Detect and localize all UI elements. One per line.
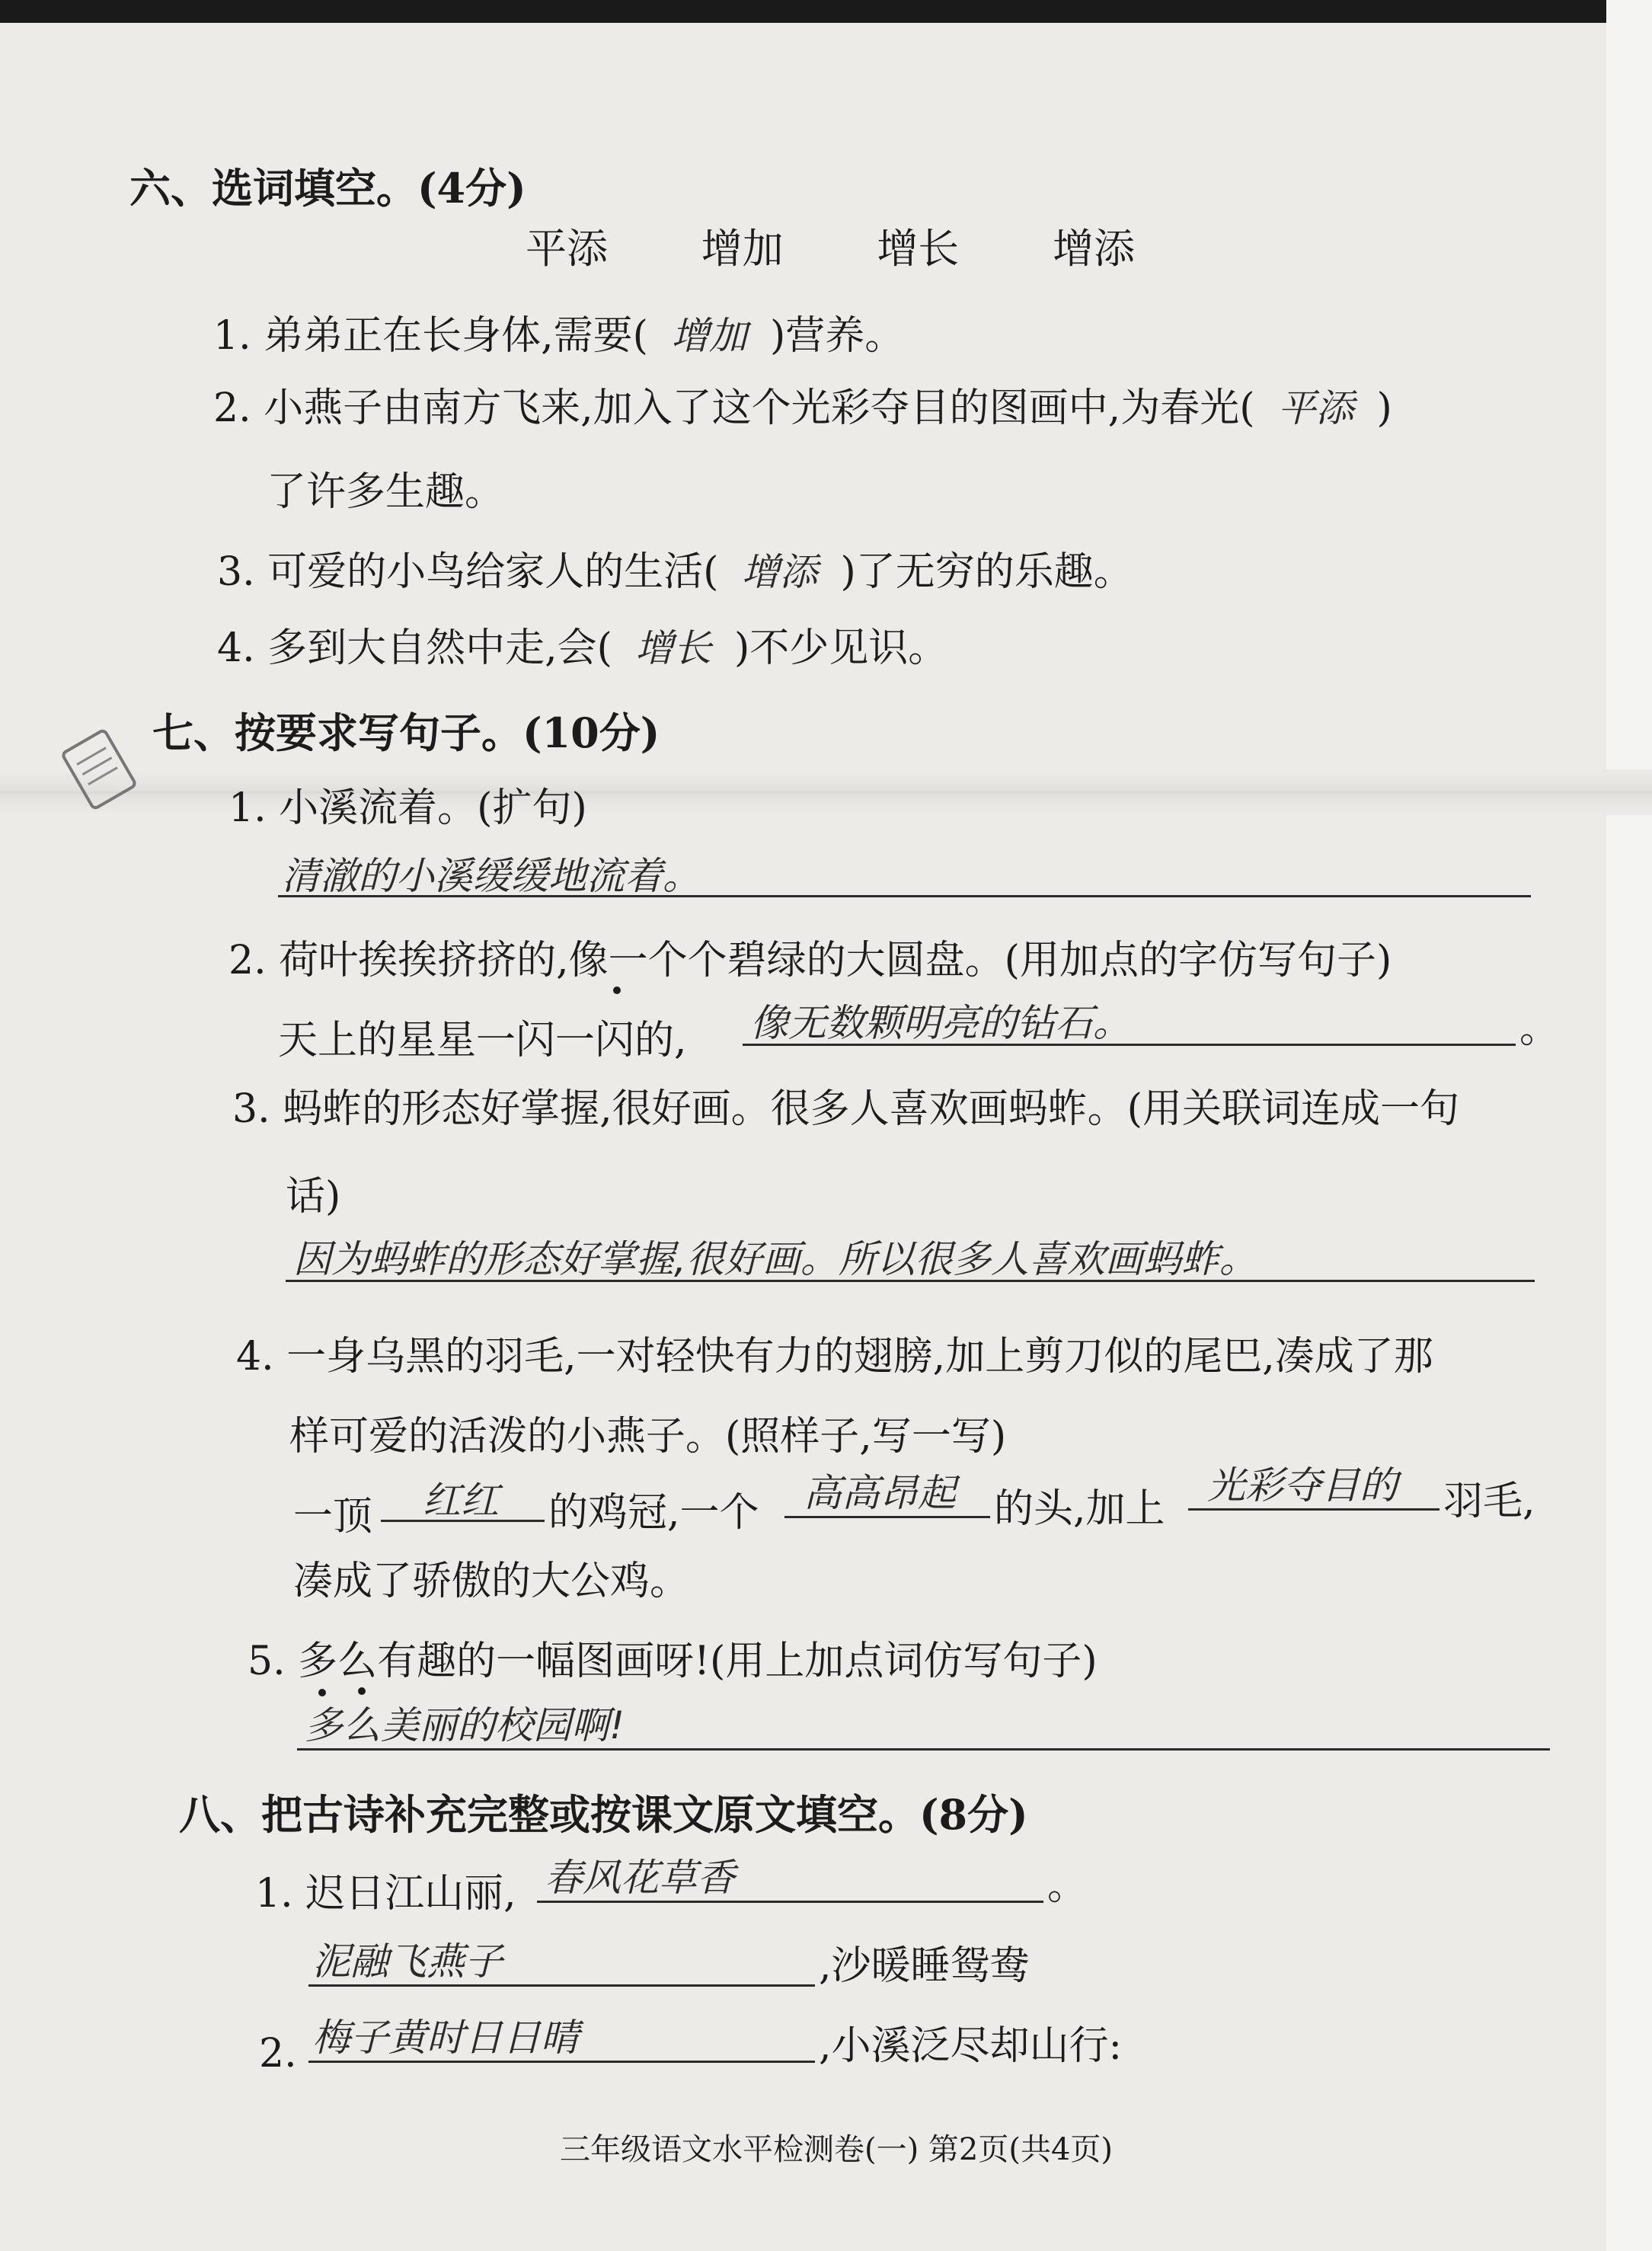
emphasis-dot [318,1689,326,1696]
question-6-2-cont: 了许多生趣。 [267,469,505,515]
answer-line [381,1520,545,1522]
question-number: 2. [213,385,251,431]
word-bank [526,225,1135,273]
answer-line [278,895,1531,897]
question-7-4-end: 凑成了骄傲的大公鸡。 [293,1559,690,1604]
question-text: 多到大自然中走,会( [267,625,612,671]
question-text: 弟弟正在长身体,需要( [264,313,648,359]
question-text: )不少见识。 [733,625,948,671]
question-number: 1. [255,1871,293,1917]
handwritten-answer: 因为蚂蚱的形态好掌握,很好画。所以很多人喜欢画蚂蚱。 [293,1237,1257,1281]
question-8-1-b: ,沙暖睡鸳鸯 [819,1943,1030,1989]
page-footer: 三年级语文水平检测卷(一) 第2页(共4页) [560,2132,1114,2167]
question-7-4 [236,1334,1433,1380]
handwritten-answer: 增加 [670,314,747,358]
question-text: )营养。 [769,313,905,359]
handwritten-answer: 高高昂起 [804,1471,956,1515]
handwritten-answer: 春风花草香 [545,1856,735,1900]
answer-line [537,1901,1043,1903]
question-7-3 [232,1086,1459,1132]
question-6-4 [217,625,948,671]
question-text: ) [1376,385,1392,431]
question-number: 1. [213,313,251,359]
question-8-2-num: 2. [259,2031,297,2077]
question-text: 小溪流着。(扩句) [279,785,587,831]
question-number: 4. [217,625,255,671]
question-7-1 [228,785,587,831]
answer-line [297,1748,1550,1751]
handwritten-answer: 增长 [634,626,711,670]
question-number: 3. [232,1086,270,1132]
question-text: 小燕子由南方飞来,加入了这个光彩夺目的图画中,为春光( [264,385,1255,431]
question-7-4-b: 的鸡冠,一个 [548,1490,759,1536]
question-text: 蚂蚱的形态好掌握,很好画。很多人喜欢画蚂蚱。(用关联词连成一句 [283,1086,1459,1132]
question-7-4-d: 羽毛, [1443,1479,1535,1524]
question-7-4-c: 的头,加上 [994,1486,1165,1532]
question-text: 一身乌黑的羽毛,一对轻快有力的翅膀,加上剪刀似的尾巴,凑成了那 [286,1334,1433,1380]
answer-line [286,1280,1535,1282]
section-8-title: 八、把古诗补充完整或按课文原文填空。(8分) [179,1790,1028,1839]
handwritten-answer: 梅子黄时日日晴 [312,2016,579,2060]
question-number: 4. [236,1334,274,1380]
question-6-1 [213,313,905,359]
question-number: 3. [217,549,255,595]
question-6-2 [213,385,1392,431]
question-text: 多么有趣的一幅图画呀!(用上加点词仿写句子) [298,1639,1098,1684]
question-number: 5. [248,1639,286,1684]
word-bank-item: 平添 [526,225,608,273]
handwritten-answer: 红红 [423,1479,499,1523]
question-7-5 [248,1639,1098,1684]
question-8-1-a [255,1871,516,1917]
handwritten-answer: 像无数颗明亮的钻石。 [750,1001,1131,1045]
handwritten-answer: 光彩夺目的 [1207,1463,1398,1508]
period-mark: 。 [1047,1863,1088,1909]
answer-line [784,1516,990,1518]
question-text: )了无穷的乐趣。 [840,549,1133,595]
question-text: 迟日江山丽, [305,1871,516,1917]
word-bank-item: 增长 [877,225,960,273]
question-8-2-b: ,小溪泛尽却山行: [819,2023,1123,2069]
question-6-3 [217,549,1133,595]
question-number: 2. [228,938,267,983]
question-7-4-a: 一顶 [293,1494,373,1540]
question-7-2-prefix: 天上的星星一闪一闪的, [278,1018,687,1063]
question-number: 1. [228,785,267,831]
handwritten-answer: 泥融飞燕子 [312,1939,503,1984]
handwritten-answer: 增添 [741,550,818,594]
handwritten-answer: 平添 [1277,386,1354,430]
word-bank-item: 增添 [1052,225,1135,273]
question-text: 可爱的小鸟给家人的生活( [267,549,719,595]
section-7-title: 七、按要求写句子。(10分) [152,708,660,757]
answer-line [743,1044,1516,1046]
answer-line [1188,1508,1440,1511]
scan-top-edge [0,0,1652,23]
question-7-2 [228,938,1392,983]
section-6-title: 六、选词填空。(4分) [129,164,526,213]
answer-line [308,1984,815,1987]
question-text: 荷叶挨挨挤挤的,像一个个碧绿的大圆盘。(用加点的字仿写句子) [279,938,1392,983]
emphasis-dot [358,1687,366,1695]
answer-line [308,2061,815,2063]
question-7-4-cont: 样可爱的活泼的小燕子。(照样子,写一写) [289,1414,1007,1460]
handwritten-answer: 多么美丽的校园啊! [305,1703,625,1747]
question-7-3-cont: 话) [286,1174,341,1220]
emphasis-dot [613,986,621,994]
handwritten-answer: 清澈的小溪缓缓地流着。 [282,854,701,898]
scan-right-margin [1606,0,1652,2251]
word-bank-item: 增加 [701,225,784,273]
period-mark: 。 [1519,1006,1560,1052]
